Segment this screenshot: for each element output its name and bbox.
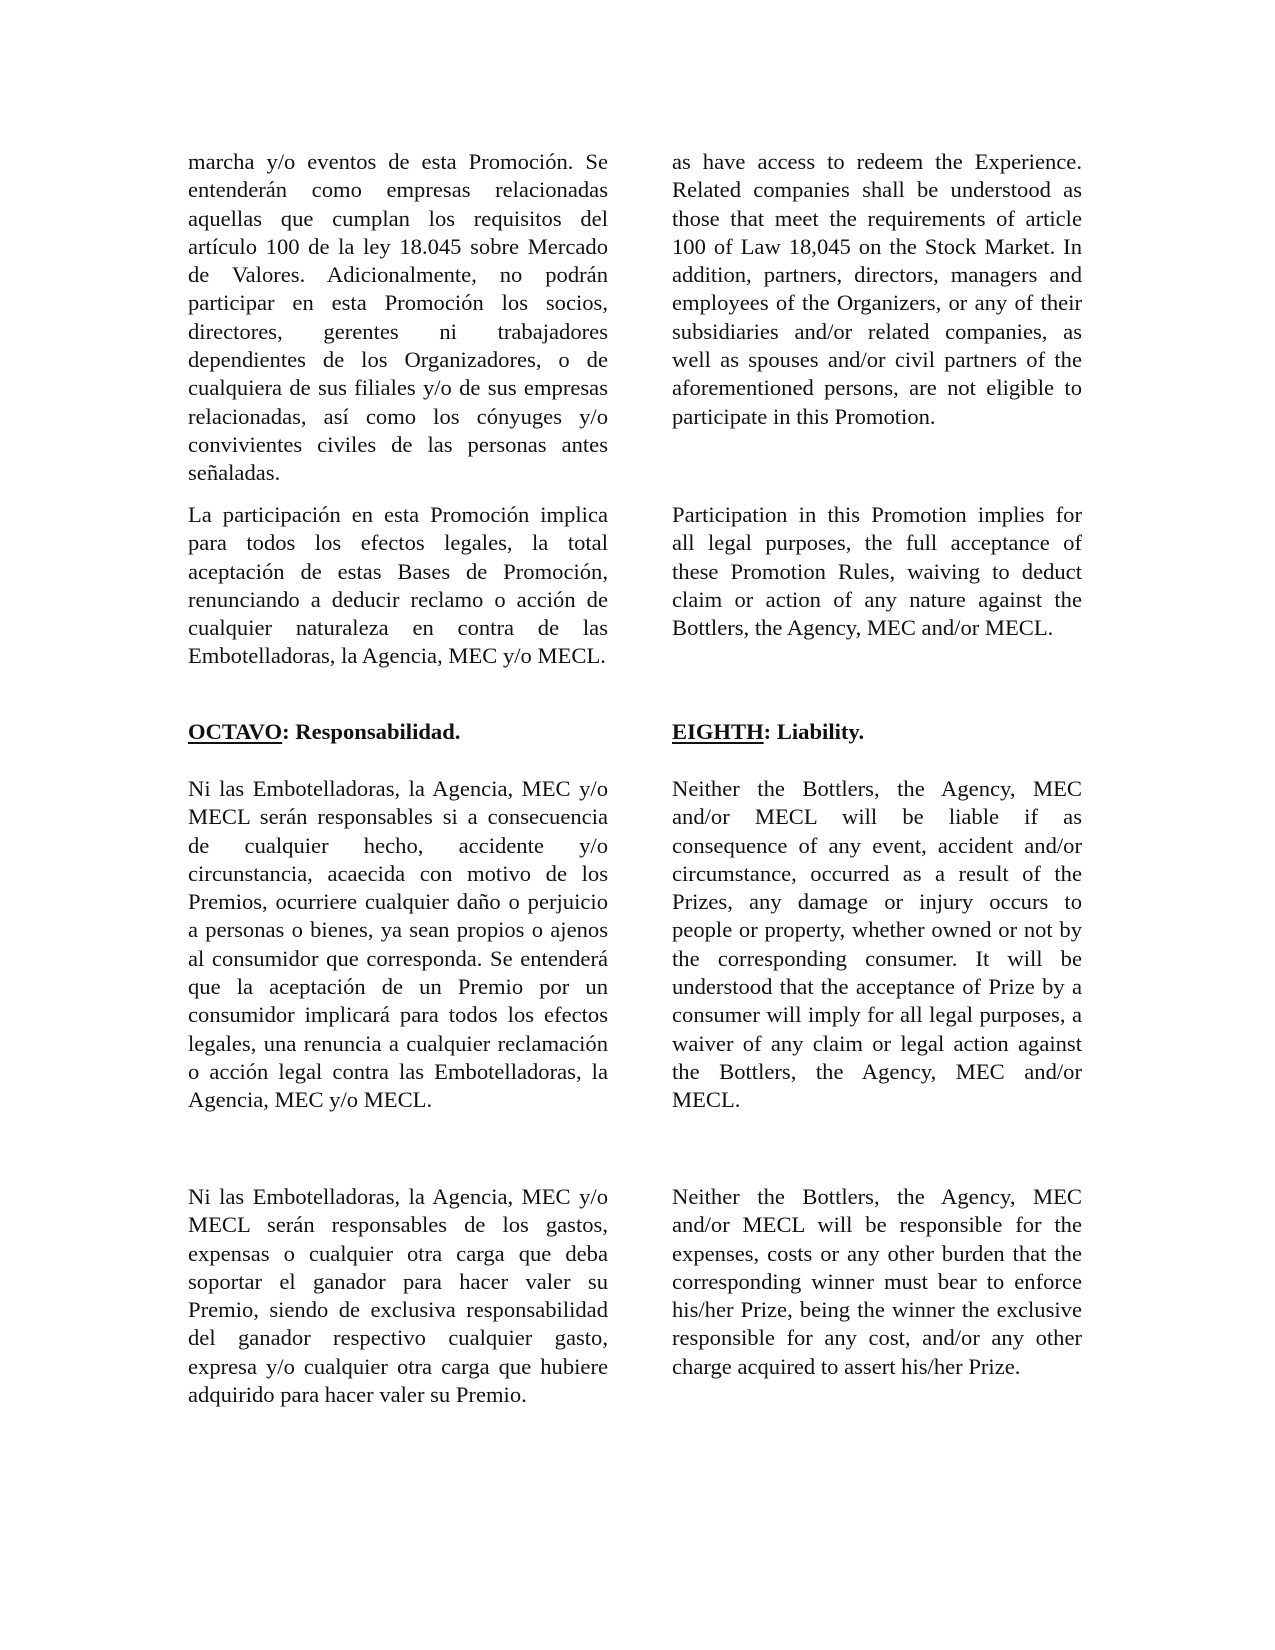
spanish-paragraph-eligibility: marcha y/o eventos de esta Promoción. Se entenderán como empresas relacionadas aquellas que cumplan los requisitos del artículo 100 de la ley 18.045 sobre Mercado de Valores. Adicionalmente, no podrán participar en esta Promoción los socios, directores, gerentes ni trabajadores dependientes de los Organizadores, o de cualquiera de sus filiales y/o de sus empresas relacionadas, así como los cónyuges y/o convivientes civiles de las personas antes señaladas. (188, 149, 608, 486)
english-paragraph-expenses: Neither the Bottlers, the Agency, MEC and/or MECL will be responsible for the expenses, costs or any other burden that the corresponding winner must bear to enforce his/her Prize, being the winner the exclusive responsible for any cost, and/or any other charge acquired to assert his/her Prize. (672, 1184, 1082, 1379)
english-paragraph-acceptance: Participation in this Promotion implies for all legal purposes, the full acceptance of these Promotion Rules, waiving to deduct claim or action of any nature against the Bottlers, the Agency, MEC and/or MECL. (672, 502, 1082, 641)
english-section-heading (672, 718, 1082, 746)
spanish-heading-title: : Responsabilidad. (282, 719, 461, 744)
spanish-paragraph-acceptance: La participación en esta Promoción implica para todos los efectos legales, la total aceptación de estas Bases de Promoción, renunciando a deducir reclamo o acción de cualquier naturaleza en contra de las Embotelladoras, la Agencia, MEC y/o MECL. (188, 502, 608, 669)
english-paragraph-eligibility: as have access to redeem the Experience. Related companies shall be understood as those that meet the requirements of article 100 of Law 18,045 on the Stock Market. In addition, partners, directors, managers and employees of the Organizers, or any of their subsidiaries and/or related companies, as well as spouses and/or civil partners of the aforementioned persons, are not eligible to participate in this Promotion. (672, 149, 1082, 429)
english-heading-title: : Liability. (763, 719, 865, 744)
english-heading-number: EIGHTH (672, 719, 764, 744)
spanish-paragraph-liability: Ni las Embotelladoras, la Agencia, MEC y/o MECL serán responsables si a consecuencia de cualquier hecho, accidente y/o circunstancia, acaecida con motivo de los Premios, ocurriere cualquier daño o perjuicio a personas o bienes, ya sean propios o ajenos al consumidor que corresponda. Se entenderá que la aceptación de un Premio por un consumidor implicará para todos los efectos legales, una renuncia a cualquier reclamación o acción legal contra las Embotelladoras, la Agencia, MEC y/o MECL. (188, 776, 608, 1113)
spanish-paragraph-expenses: Ni las Embotelladoras, la Agencia, MEC y/o MECL serán responsables de los gastos, expensas o cualquier otra carga que deba soportar el ganador para hacer valer su Premio, siendo de exclusiva responsabilidad del ganador respectivo cualquier gasto, expresa y/o cualquier otra carga que hubiere adquirido para hacer valer su Premio. (188, 1184, 608, 1408)
spanish-section-heading (188, 718, 608, 746)
english-paragraph-liability: Neither the Bottlers, the Agency, MEC and/or MECL will be liable if as consequence of any event, accident and/or circumstance, occurred as a result of the Prizes, any damage or injury occurs to people or property, whether owned or not by the corresponding consumer. It will be understood that the acceptance of Prize by a consumer will imply for all legal purposes, a waiver of any claim or legal action against the Bottlers, the Agency, MEC and/or MECL. (672, 776, 1082, 1113)
spanish-heading-number: OCTAVO (188, 719, 283, 744)
